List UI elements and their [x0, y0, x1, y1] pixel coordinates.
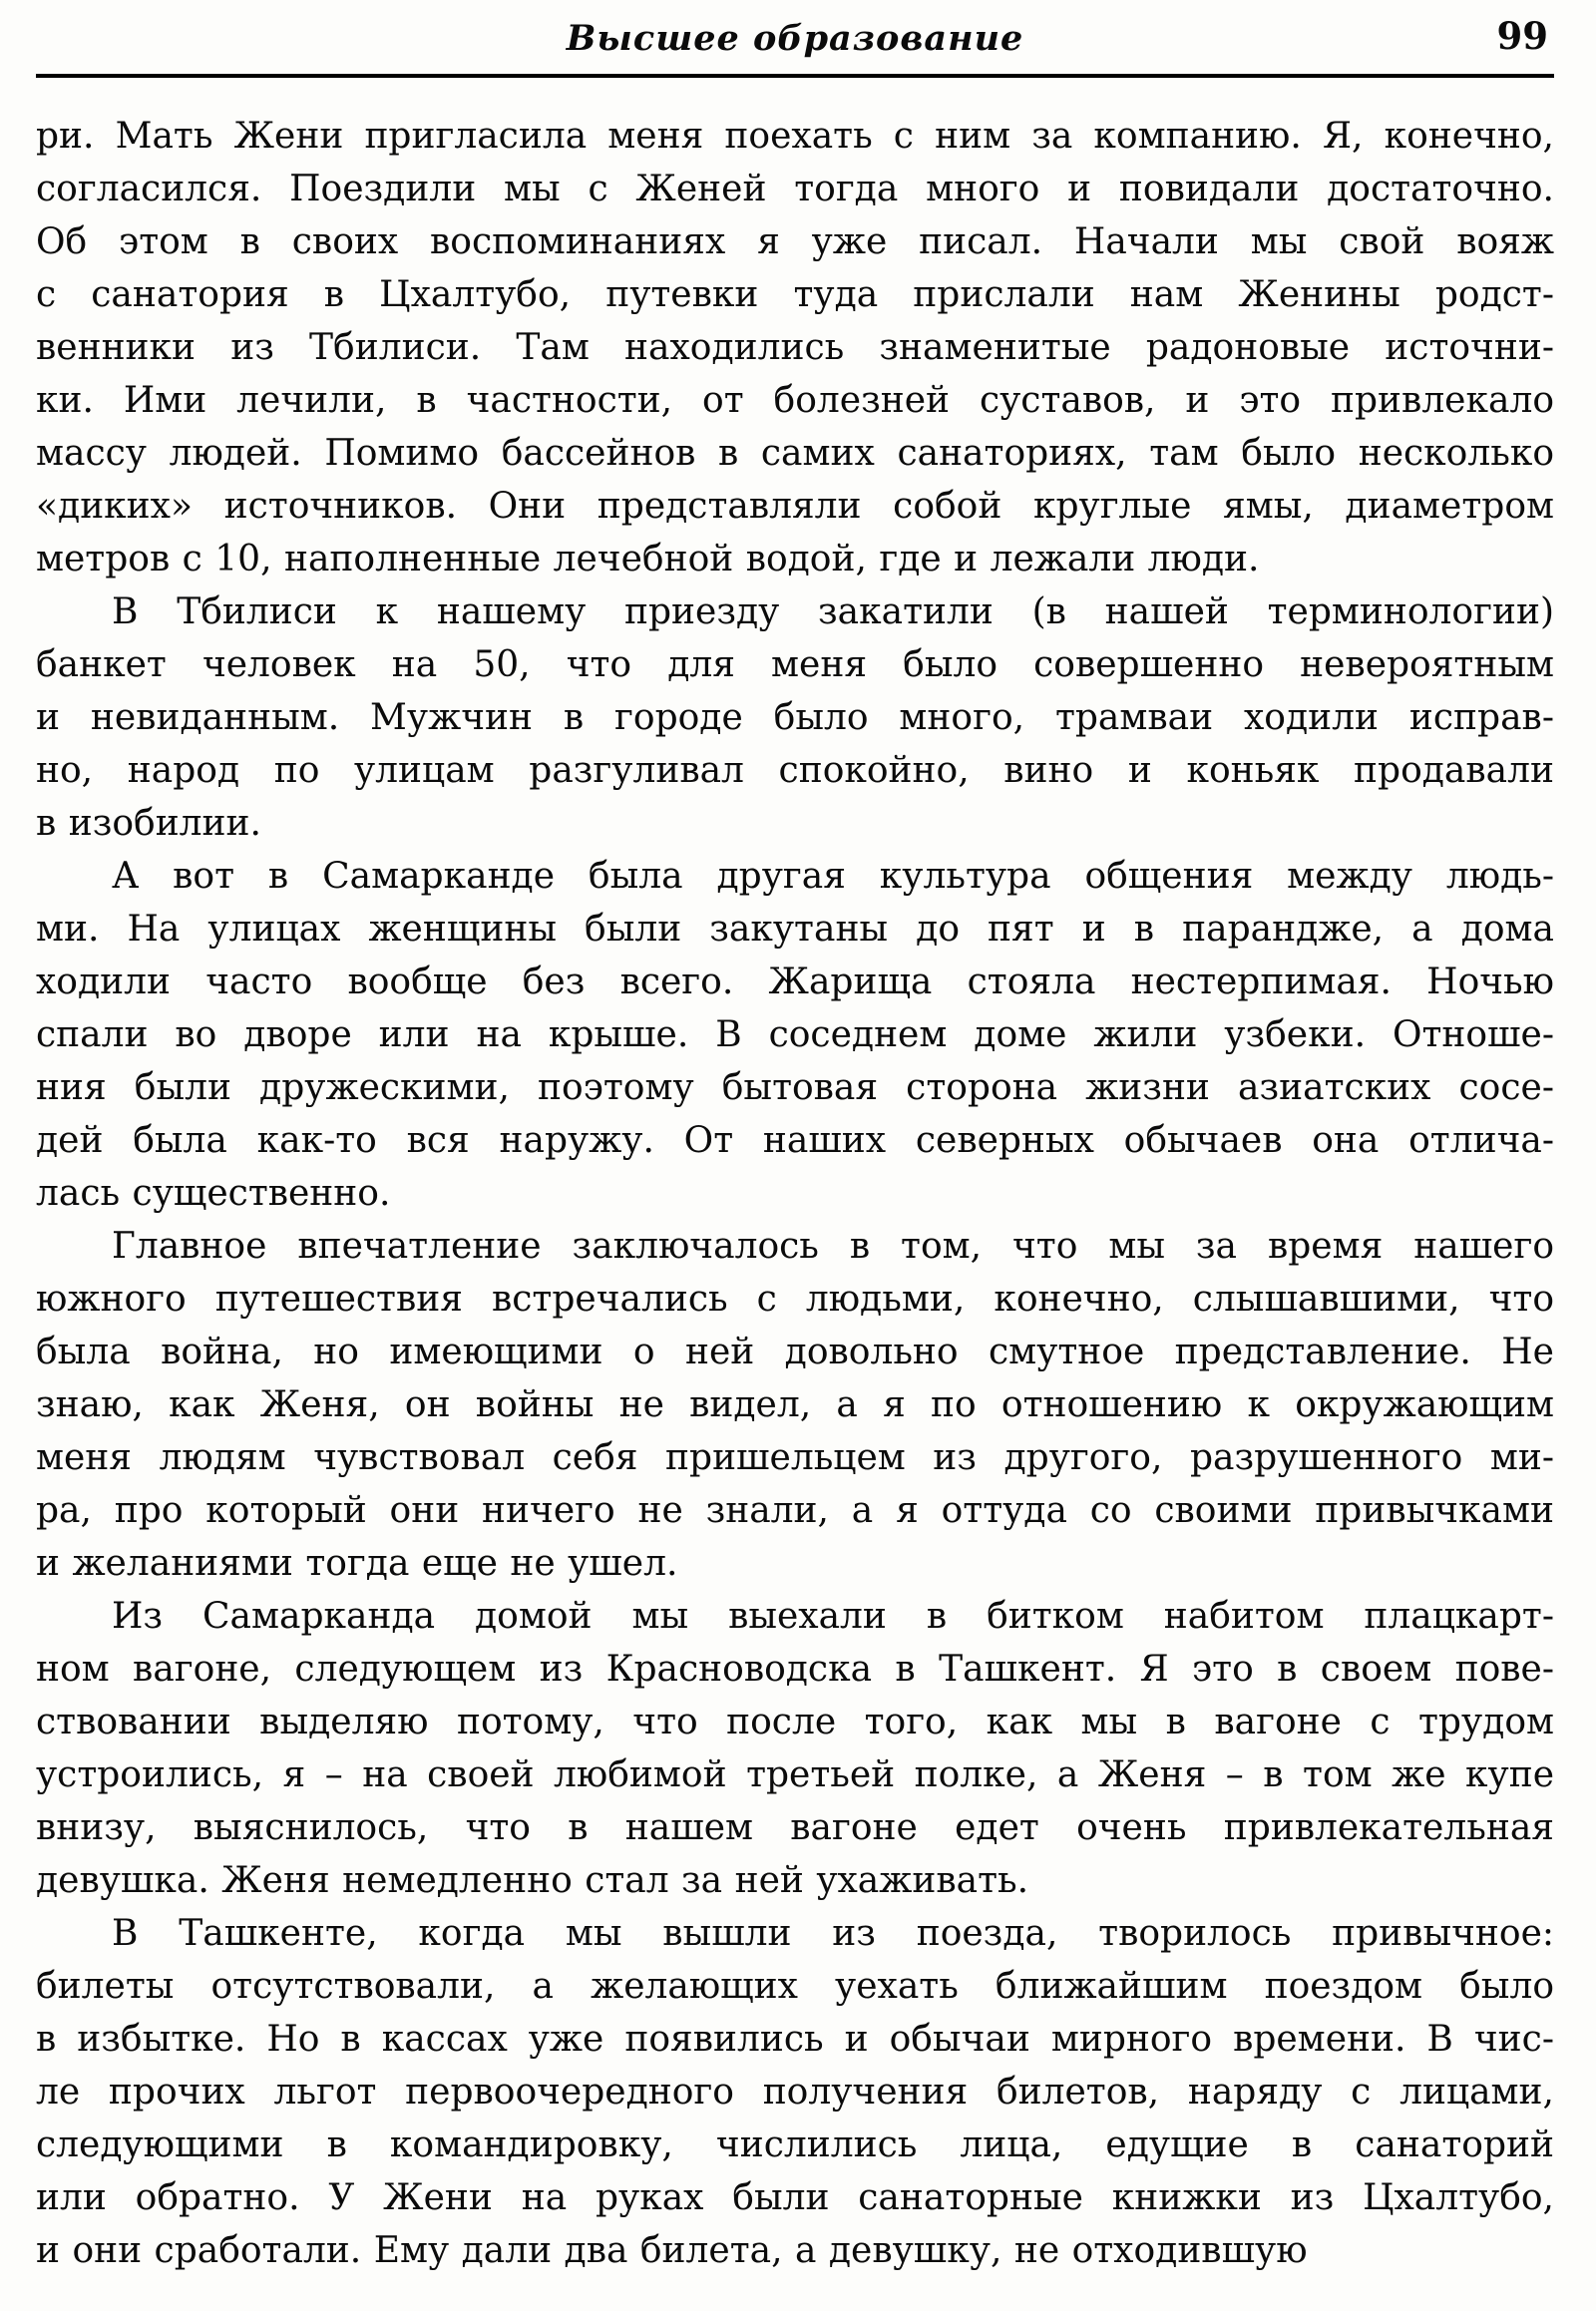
text-line: лась существенно.: [36, 1173, 391, 1214]
text-line: девушка. Женя немедленно стал за ней ухаживать.: [36, 1860, 1029, 1901]
text-line: и они сработали. Ему дали два билета, а девушку, не отходившую: [36, 2230, 1308, 2271]
text-line: ри. Мать Жени пригласила меня поехать с ним за компанию. Я, конечно,: [36, 116, 1554, 157]
text-line: ле прочих льгот первоочередного получения билетов, наряду с лицами,: [36, 2072, 1554, 2113]
text-line: следующими в командировку, числились лица, едущие в санаторий: [36, 2124, 1554, 2165]
text-line: или обратно. У Жени на руках были санаторные книжки из Цхалтубо,: [36, 2177, 1554, 2218]
text-line: Главное впечатление заключалось в том, что мы за время нашего: [112, 1226, 1554, 1267]
text-line: и невиданным. Мужчин в городе было много, трамваи ходили исправ-: [36, 697, 1554, 738]
paragraph: [36, 110, 1554, 585]
text-line: и желаниями тогда еще не ушел.: [36, 1543, 678, 1584]
text-line: ния были дружескими, поэтому бытовая сторона жизни азиатских сосе-: [36, 1067, 1554, 1108]
text-line: ра, про который они ничего не знали, а я оттуда со своими привычками: [36, 1490, 1554, 1531]
text-line: ствовании выделяю потому, что после того, как мы в вагоне с трудом: [36, 1702, 1554, 1742]
text-line: ми. На улицах женщины были закутаны до пят и в парандже, а дома: [36, 909, 1554, 950]
header-rule: [36, 74, 1554, 78]
text-line: знаю, как Женя, он войны не видел, а я по отношению к окружающим: [36, 1384, 1554, 1425]
text-line: но, народ по улицам разгуливал спокойно, вино и коньяк продавали: [36, 750, 1554, 791]
text-line: Из Самарканда домой мы выехали в битком набитом плацкарт-: [112, 1596, 1554, 1637]
text-line: ном вагоне, следующем из Красноводска в Ташкент. Я это в своем пове-: [36, 1649, 1554, 1690]
page-header: [36, 0, 1554, 64]
paragraph: [36, 1907, 1554, 2277]
text-line: А вот в Самарканде была другая культура общения между людь-: [112, 856, 1554, 897]
text-line: ки. Ими лечили, в частности, от болезней суставов, и это привлекало: [36, 380, 1554, 421]
text-line: В Тбилиси к нашему приезду закатили (в нашей терминологии): [112, 591, 1554, 632]
paragraph: [36, 585, 1554, 850]
running-head: Высшее образование: [566, 18, 1024, 59]
text-line: согласился. Поездили мы с Женей тогда много и повидали достаточно.: [36, 169, 1554, 209]
body-text: [36, 110, 1554, 2277]
text-line: билеты отсутствовали, а желающих уехать ближайшим поездом было: [36, 1966, 1554, 2007]
text-line: устроились, я – на своей любимой третьей полке, а Женя – в том же купе: [36, 1754, 1554, 1795]
text-line: банкет человек на 50, что для меня было совершенно невероятным: [36, 644, 1554, 685]
text-line: массу людей. Помимо бассейнов в самих санаториях, там было несколько: [36, 433, 1554, 474]
text-line: в изобилии.: [36, 803, 261, 844]
text-line: с санатория в Цхалтубо, путевки туда прислали нам Женины родст-: [36, 274, 1554, 315]
text-line: метров с 10, наполненные лечебной водой, где и лежали люди.: [36, 539, 1260, 579]
text-line: в избытке. Но в кассах уже появились и обычаи мирного времени. В чис-: [36, 2019, 1554, 2060]
text-line: «диких» источников. Они представляли собой круглые ямы, диаметром: [36, 486, 1554, 527]
paragraph: [36, 1590, 1554, 1907]
text-line: меня людям чувствовал себя пришельцем из другого, разрушенного ми-: [36, 1437, 1554, 1478]
text-line: дей была как-то вся наружу. От наших северных обычаев она отлича-: [36, 1120, 1554, 1161]
text-line: спали во дворе или на крыше. В соседнем доме жили узбеки. Отноше-: [36, 1014, 1554, 1055]
text-line: венники из Тбилиси. Там находились знаменитые радоновые источни-: [36, 327, 1554, 368]
text-line: ходили часто вообще без всего. Жарища стояла нестерпимая. Ночью: [36, 962, 1554, 1002]
text-line: Об этом в своих воспоминаниях я уже писал. Начали мы свой вояж: [36, 221, 1554, 262]
paragraph: [36, 1220, 1554, 1590]
text-line: внизу, выяснилось, что в нашем вагоне едет очень привлекательная: [36, 1807, 1554, 1848]
page-number: 99: [1496, 14, 1548, 58]
paragraph: [36, 850, 1554, 1220]
text-line: В Ташкенте, когда мы вышли из поезда, творилось привычное:: [112, 1913, 1554, 1954]
text-line: южного путешествия встречались с людьми, конечно, слышавшими, что: [36, 1279, 1554, 1320]
text-line: была война, но имеющими о ней довольно смутное представление. Не: [36, 1332, 1554, 1372]
